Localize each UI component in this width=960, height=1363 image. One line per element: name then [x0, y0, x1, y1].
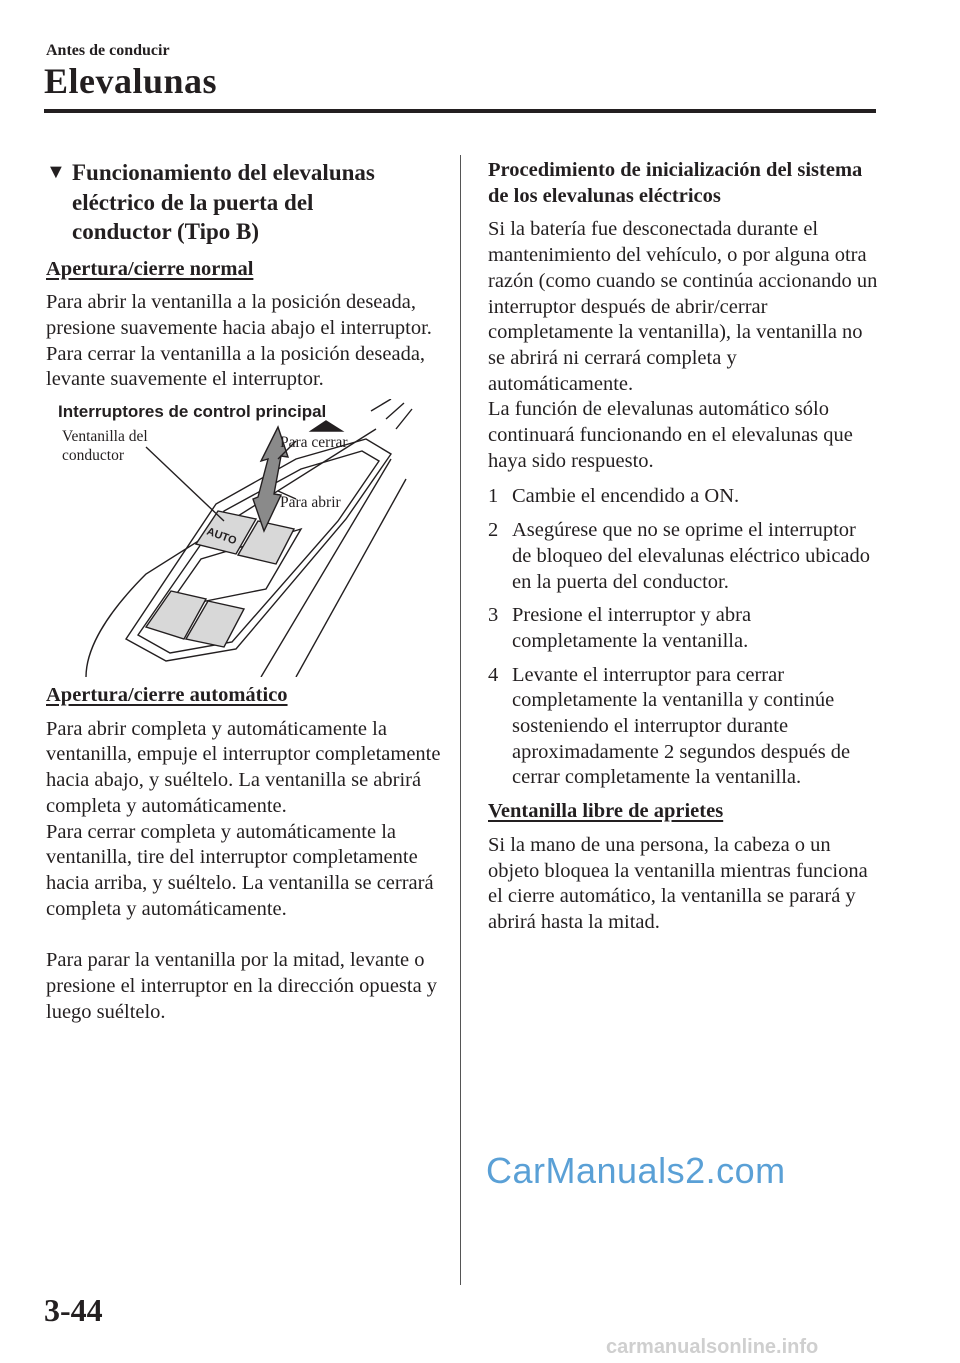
heading-line: conductor (Tipo B)	[72, 219, 260, 244]
step-number: 1	[488, 485, 499, 508]
section-heading	[46, 158, 442, 247]
step-text: Levante el interruptor para cerrar completamente la ventanilla y continúe sosteniendo el interruptor durante aproximadamente 2 segundos después de cerrar completamente la ventanilla.	[512, 663, 851, 789]
step-number: 4	[488, 663, 499, 686]
watermark-logo: CarManuals2.com	[486, 1150, 786, 1191]
subheading-auto: Apertura/cierre automático	[46, 684, 288, 707]
paragraph: Para abrir la ventanilla a la posición deseada, presione suavemente hacia abajo el interruptor.	[46, 291, 432, 339]
heading-line: eléctrico de la puerta del	[72, 189, 314, 215]
list-item	[488, 518, 878, 595]
paragraph: Para cerrar completa y automáticamente la ventanilla, tire del interruptor completamente hacia arriba, y suéltelo. La ventanilla se cerrará completa y automáticamente.	[46, 820, 434, 920]
subheading-pinch: Ventanilla libre de aprietes	[488, 800, 724, 823]
label-driver-window	[62, 427, 148, 465]
paragraph: Para cerrar la ventanilla a la posición deseada, levante suavemente el interruptor.	[46, 342, 426, 391]
right-column	[488, 158, 878, 936]
step-text: Asegúrese que no se oprime el interruptor de bloqueo del elevalunas eléctrico ubicado en la puerta del conductor.	[512, 519, 871, 593]
heading-line: Funcionamiento del elevalunas	[72, 160, 375, 185]
paragraph: Si la mano de una persona, la cabeza o un objeto bloquea la ventanilla mientras funciona el cierre automático, la ventanilla se parará y abrirá hasta la mitad.	[488, 833, 868, 933]
step-number: 2	[488, 519, 499, 542]
header-divider	[44, 109, 876, 113]
footer-watermark: carmanualsonline.info	[606, 1336, 819, 1358]
list-item	[488, 663, 878, 792]
step-text: Cambie el encendido a ON.	[512, 485, 740, 508]
section-label: Antes de conducir	[46, 42, 170, 59]
subsection-heading: Procedimiento de inicialización del sistema de los elevalunas eléctricos	[488, 159, 863, 207]
auto-button-label: AUTO	[204, 525, 239, 548]
steps-list	[488, 484, 878, 791]
paragraph: Para abrir completa y automáticamente la ventanilla, empuje el interruptor completamente hacia abajo, y suéltelo. La ventanilla se abrirá completa y automáticamente.	[46, 717, 441, 817]
step-number: 3	[488, 604, 499, 627]
column-divider	[460, 155, 461, 1285]
page-title: Elevalunas	[44, 61, 218, 101]
paragraph: Para parar la ventanilla por la mitad, levante o presione el interruptor en la dirección opuesta y luego suéltelo.	[46, 949, 438, 1023]
paragraph: Si la batería fue desconectada durante el mantenimiento del vehículo, o por alguna otra razón (como cuando se continúa accionando un interruptor después de abrir/cerrar completamente la ventanilla), la ventanilla no se abrirá ni cerrará completa y automáticamente.	[488, 218, 878, 395]
page-number: 3-44	[44, 1292, 103, 1328]
list-item	[488, 484, 878, 510]
figure-title: Interruptores de control principal	[58, 402, 327, 422]
label-line: conductor	[62, 447, 124, 465]
list-item	[488, 603, 878, 654]
switch-illustration	[46, 399, 438, 677]
triangle-bullet-icon: ▼	[46, 161, 66, 183]
label-open: Para abrir	[280, 494, 341, 512]
subheading-normal: Apertura/cierre normal	[46, 257, 254, 280]
left-column	[46, 158, 442, 1025]
step-text: Presione el interruptor y abra completamente la ventanilla.	[512, 604, 752, 652]
label-close: Para cerrar	[280, 434, 348, 452]
paragraph: La función de elevalunas automático sólo continuará funcionando en el elevalunas que haya sido respuesto.	[488, 398, 853, 472]
label-line: Ventanilla del	[62, 428, 148, 446]
